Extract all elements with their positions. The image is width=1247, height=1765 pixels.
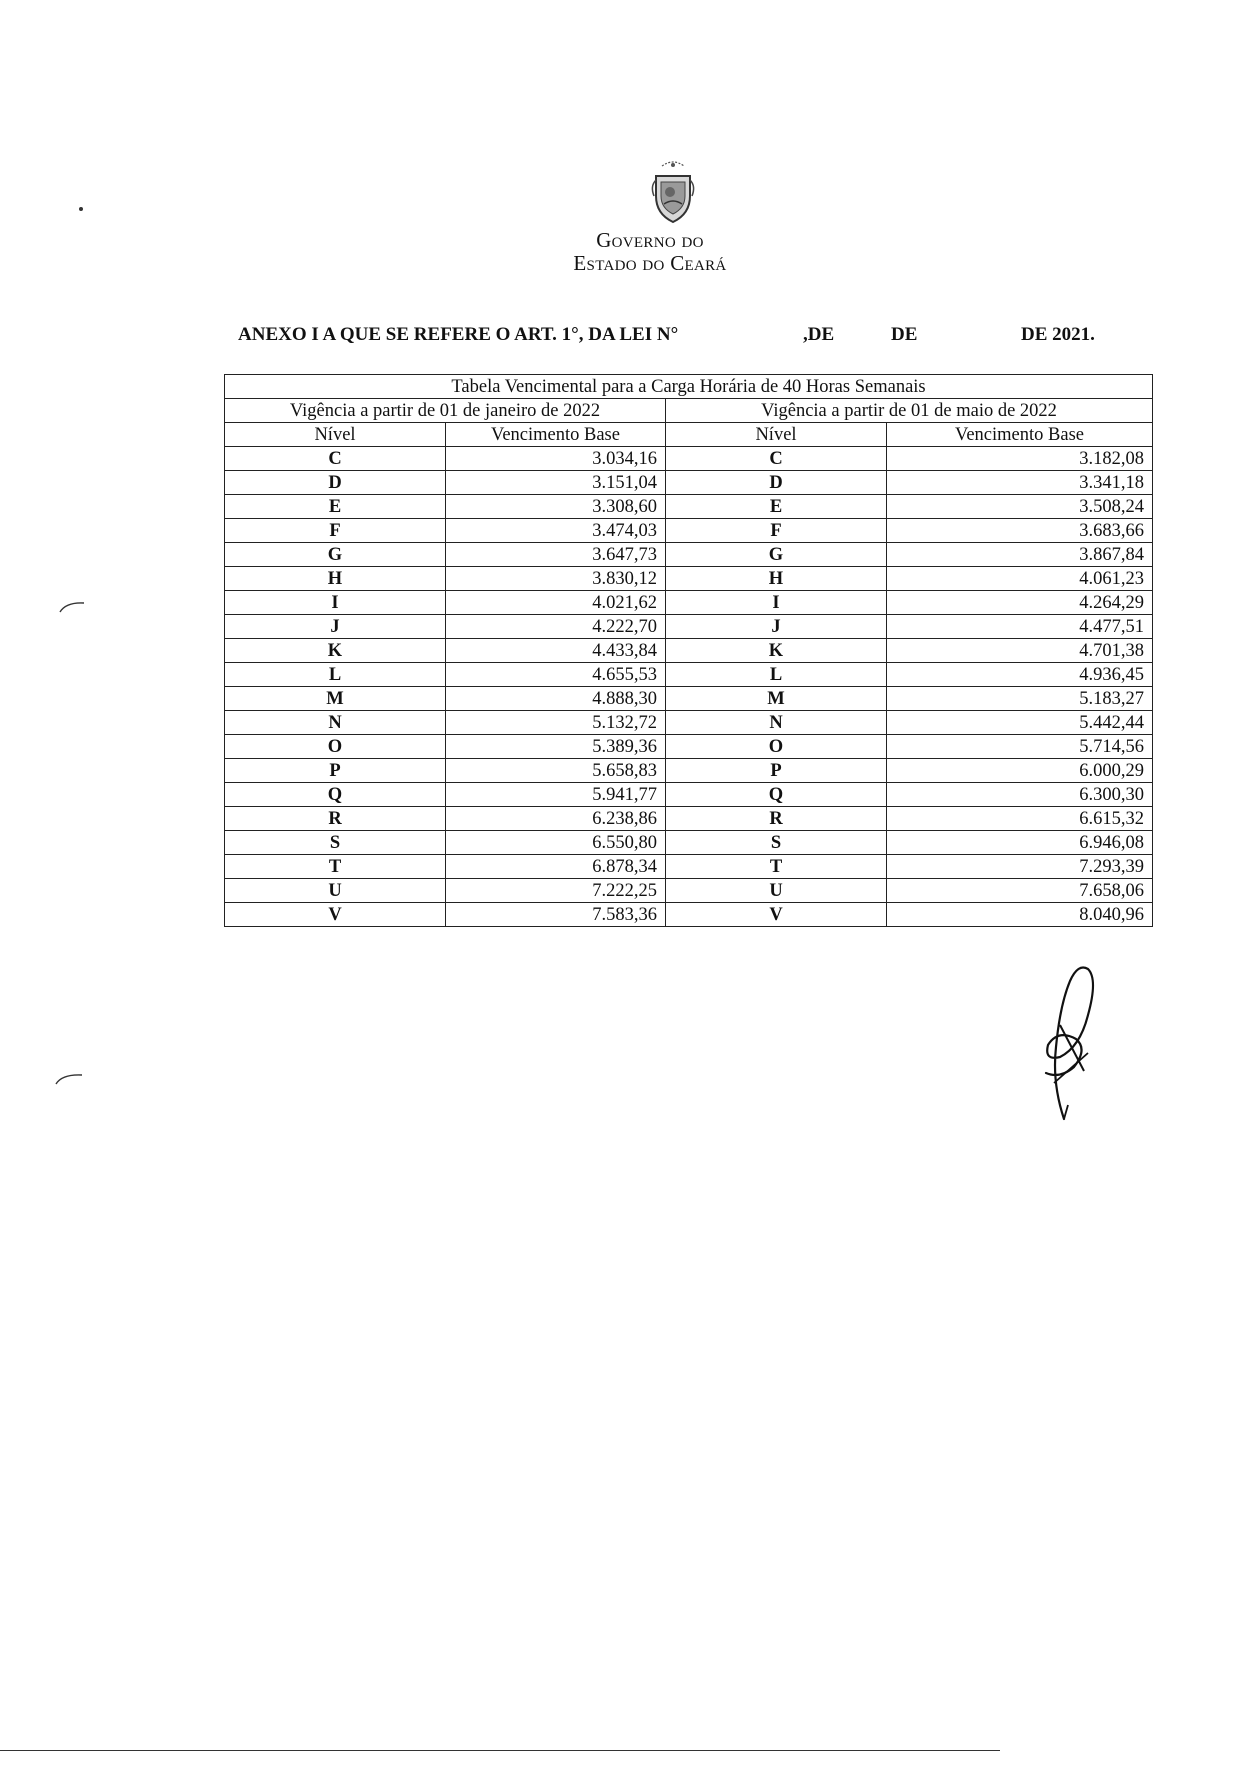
salary-january-cell: 3.151,04	[446, 471, 666, 495]
level-cell: C	[666, 447, 887, 471]
table-title-row	[225, 375, 1153, 399]
salary-may-cell: 4.936,45	[887, 663, 1153, 687]
table-row	[225, 735, 1153, 759]
salary-january-cell: 7.583,36	[446, 903, 666, 927]
table-row	[225, 615, 1153, 639]
annex-year-label: DE 2021.	[1021, 324, 1095, 345]
table-row	[225, 567, 1153, 591]
salary-january-cell: 6.550,80	[446, 831, 666, 855]
salary-january-cell: 5.941,77	[446, 783, 666, 807]
annex-heading-text: ANEXO I A QUE SE REFERE O ART. 1°, DA LEI N°	[238, 324, 679, 345]
level-cell: L	[666, 663, 887, 687]
column-header-salary: Vencimento Base	[446, 423, 666, 447]
table-row	[225, 879, 1153, 903]
salary-may-cell: 5.714,56	[887, 735, 1153, 759]
salary-may-cell: 7.293,39	[887, 855, 1153, 879]
salary-january-cell: 3.647,73	[446, 543, 666, 567]
level-cell: P	[666, 759, 887, 783]
column-header-level: Nível	[666, 423, 887, 447]
salary-january-cell: 6.238,86	[446, 807, 666, 831]
scan-speck	[79, 207, 83, 211]
salary-january-cell: 6.878,34	[446, 855, 666, 879]
period-may: Vigência a partir de 01 de maio de 2022	[666, 399, 1153, 423]
level-cell: N	[666, 711, 887, 735]
salary-may-cell: 6.946,08	[887, 831, 1153, 855]
salary-table	[224, 374, 1153, 927]
salary-may-cell: 4.477,51	[887, 615, 1153, 639]
state-crest-icon	[648, 156, 698, 226]
table-row	[225, 519, 1153, 543]
level-cell: J	[225, 615, 446, 639]
salary-may-cell: 3.341,18	[887, 471, 1153, 495]
level-cell: L	[225, 663, 446, 687]
table-row	[225, 807, 1153, 831]
table-row	[225, 783, 1153, 807]
level-cell: G	[225, 543, 446, 567]
table-row	[225, 543, 1153, 567]
table-row	[225, 855, 1153, 879]
table-row	[225, 495, 1153, 519]
period-january: Vigência a partir de 01 de janeiro de 2022	[225, 399, 666, 423]
table-row	[225, 663, 1153, 687]
level-cell: S	[666, 831, 887, 855]
table-period-row	[225, 399, 1153, 423]
level-cell: E	[666, 495, 887, 519]
level-cell: K	[666, 639, 887, 663]
table-row	[225, 447, 1153, 471]
level-cell: S	[225, 831, 446, 855]
salary-may-cell: 6.000,29	[887, 759, 1153, 783]
table-row	[225, 471, 1153, 495]
salary-january-cell: 4.433,84	[446, 639, 666, 663]
table-row	[225, 759, 1153, 783]
level-cell: E	[225, 495, 446, 519]
level-cell: T	[666, 855, 887, 879]
annex-heading	[0, 324, 1247, 354]
signature	[1030, 955, 1110, 1130]
table-row	[225, 711, 1153, 735]
level-cell: U	[225, 879, 446, 903]
level-cell: R	[225, 807, 446, 831]
level-cell: U	[666, 879, 887, 903]
salary-may-cell: 8.040,96	[887, 903, 1153, 927]
salary-january-cell: 7.222,25	[446, 879, 666, 903]
table-row	[225, 903, 1153, 927]
level-cell: D	[666, 471, 887, 495]
government-name-line1: Governo do	[596, 228, 704, 252]
salary-may-cell: 6.300,30	[887, 783, 1153, 807]
level-cell: T	[225, 855, 446, 879]
level-cell: P	[225, 759, 446, 783]
level-cell: V	[666, 903, 887, 927]
level-cell: K	[225, 639, 446, 663]
salary-may-cell: 4.701,38	[887, 639, 1153, 663]
salary-january-cell: 5.132,72	[446, 711, 666, 735]
level-cell: O	[666, 735, 887, 759]
scan-bottom-line	[0, 1750, 1000, 1751]
level-cell: F	[666, 519, 887, 543]
table-row	[225, 639, 1153, 663]
salary-january-cell: 3.034,16	[446, 447, 666, 471]
table-header-row	[225, 423, 1153, 447]
salary-may-cell: 7.658,06	[887, 879, 1153, 903]
level-cell: I	[225, 591, 446, 615]
salary-may-cell: 3.508,24	[887, 495, 1153, 519]
salary-january-cell: 4.888,30	[446, 687, 666, 711]
salary-january-cell: 3.830,12	[446, 567, 666, 591]
margin-mark	[54, 1070, 84, 1086]
table-row	[225, 687, 1153, 711]
table-row	[225, 591, 1153, 615]
level-cell: G	[666, 543, 887, 567]
salary-may-cell: 3.683,66	[887, 519, 1153, 543]
level-cell: O	[225, 735, 446, 759]
salary-january-cell: 3.474,03	[446, 519, 666, 543]
level-cell: H	[666, 567, 887, 591]
column-header-salary: Vencimento Base	[887, 423, 1153, 447]
salary-may-cell: 3.182,08	[887, 447, 1153, 471]
margin-mark	[58, 598, 86, 614]
annex-day-label: ,DE	[803, 324, 835, 345]
salary-may-cell: 3.867,84	[887, 543, 1153, 567]
level-cell: J	[666, 615, 887, 639]
salary-may-cell: 5.442,44	[887, 711, 1153, 735]
salary-may-cell: 6.615,32	[887, 807, 1153, 831]
table-row	[225, 831, 1153, 855]
salary-january-cell: 5.658,83	[446, 759, 666, 783]
salary-january-cell: 5.389,36	[446, 735, 666, 759]
salary-may-cell: 5.183,27	[887, 687, 1153, 711]
level-cell: C	[225, 447, 446, 471]
level-cell: Q	[225, 783, 446, 807]
level-cell: Q	[666, 783, 887, 807]
salary-may-cell: 4.061,23	[887, 567, 1153, 591]
level-cell: F	[225, 519, 446, 543]
salary-january-cell: 4.021,62	[446, 591, 666, 615]
level-cell: V	[225, 903, 446, 927]
government-name-line2: Estado do Ceará	[573, 251, 727, 275]
level-cell: M	[225, 687, 446, 711]
level-cell: D	[225, 471, 446, 495]
salary-january-cell: 4.222,70	[446, 615, 666, 639]
level-cell: N	[225, 711, 446, 735]
column-header-level: Nível	[225, 423, 446, 447]
level-cell: M	[666, 687, 887, 711]
level-cell: H	[225, 567, 446, 591]
salary-may-cell: 4.264,29	[887, 591, 1153, 615]
annex-month-label: DE	[891, 324, 918, 345]
salary-january-cell: 3.308,60	[446, 495, 666, 519]
level-cell: I	[666, 591, 887, 615]
level-cell: R	[666, 807, 887, 831]
salary-january-cell: 4.655,53	[446, 663, 666, 687]
table-title: Tabela Vencimental para a Carga Horária de 40 Horas Semanais	[225, 375, 1153, 399]
